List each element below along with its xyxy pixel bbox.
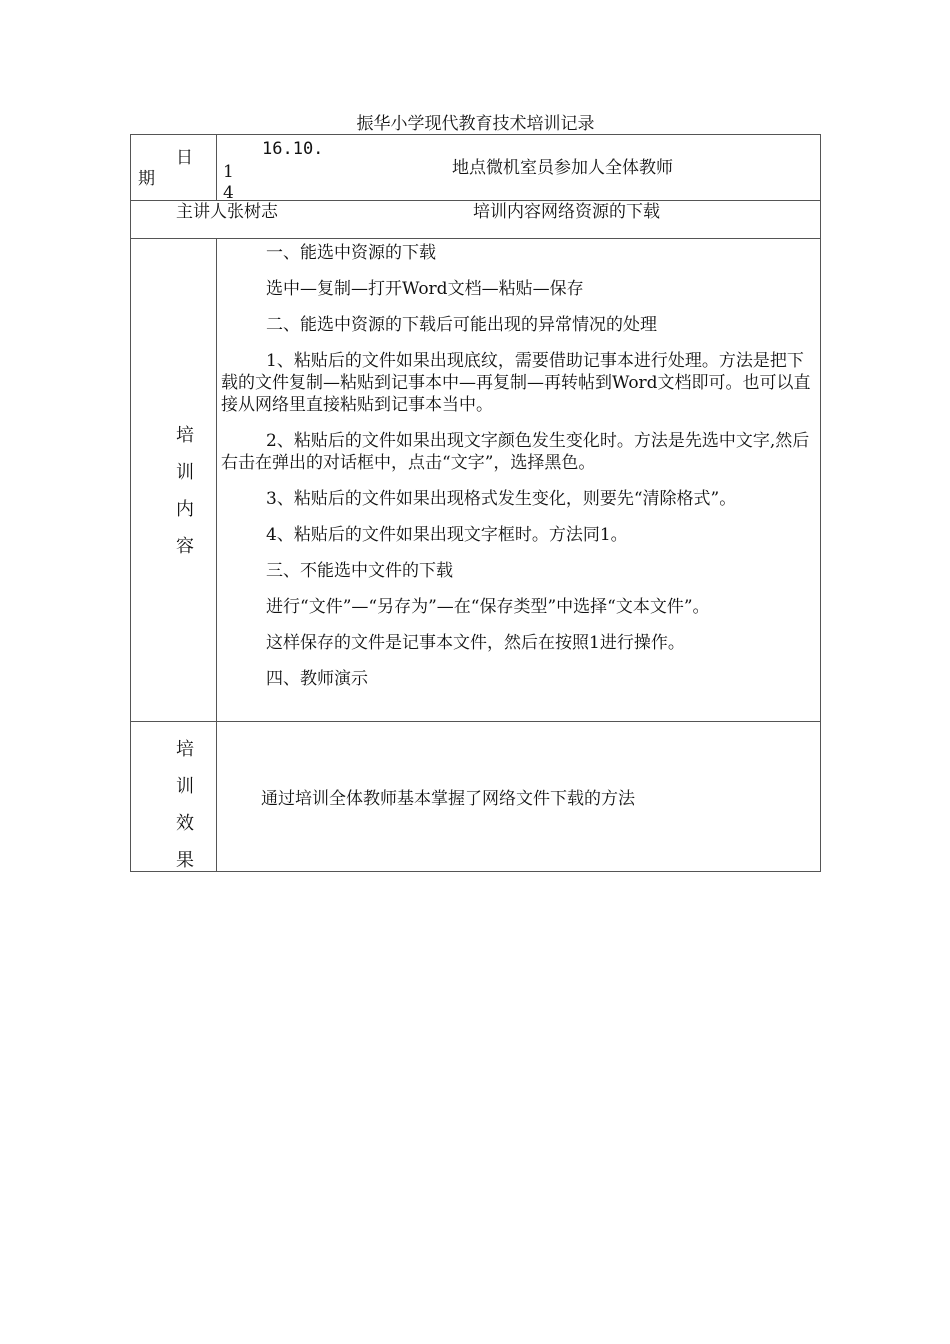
table-right-border (820, 134, 821, 871)
row-divider-3 (130, 721, 821, 722)
training-topic: 培训内容网络资源的下载 (473, 202, 660, 222)
document-title: 振华小学现代教育技术培训记录 (356, 114, 595, 134)
date-value-line3: 4 (223, 183, 234, 203)
column-divider-row1 (216, 134, 217, 200)
effect-label-char: 培 (176, 739, 194, 760)
date-value-line2: 1 (223, 162, 234, 182)
content-label (170, 417, 200, 565)
content-paragraph: 三、不能选中文件的下载 (266, 561, 453, 581)
content-label-char: 容 (176, 536, 194, 557)
content-paragraph: 选中—复制—打开Word文档—粘贴—保存 (266, 279, 584, 299)
date-label-top: 日 (176, 148, 193, 168)
location-participants: 地点微机室员参加人全体教师 (452, 158, 673, 178)
content-paragraph: 二、能选中资源的下载后可能出现的异常情况的处理 (266, 315, 657, 335)
content-paragraph: 这样保存的文件是记事本文件，然后在按照1进行操作。 (266, 633, 685, 653)
effect-label-char: 果 (176, 850, 194, 871)
content-paragraph: 1、粘贴后的文件如果出现底纹，需要借助记事本进行处理。方法是把下载的文件复制—粘贴到记事本中—再复制—再转帖到Word文档即可。也可以直接从网络里直接粘贴到记事本当中。 (221, 351, 811, 415)
effect-label (170, 731, 200, 879)
content-paragraph: 一、能选中资源的下载 (266, 243, 436, 263)
date-label-bottom: 期 (138, 169, 155, 189)
table-left-border (130, 134, 131, 871)
content-paragraph: 四、教师演示 (266, 669, 368, 689)
content-label-char: 训 (176, 462, 194, 483)
content-paragraph: 进行“文件”—“另存为”—在“保存类型”中选择“文本文件”。 (266, 597, 710, 617)
row-divider-2 (130, 238, 821, 239)
training-content (221, 242, 816, 704)
content-label-char: 培 (176, 425, 194, 446)
content-paragraph: 3、粘贴后的文件如果出现格式发生变化，则要先“清除格式”。 (266, 489, 737, 509)
content-label-char: 内 (176, 499, 194, 520)
content-paragraph: 4、粘贴后的文件如果出现文字框时。方法同1。 (266, 525, 628, 545)
training-effect: 通过培训全体教师基本掌握了网络文件下载的方法 (261, 789, 635, 809)
speaker: 主讲人张树志 (176, 202, 278, 222)
date-value-line1: 16.10. (262, 139, 324, 159)
effect-label-char: 训 (176, 776, 194, 797)
effect-label-char: 效 (176, 813, 194, 834)
table-top-border (130, 134, 821, 135)
table-bottom-border (130, 871, 821, 872)
content-paragraph: 2、粘贴后的文件如果出现文字颜色发生变化时。方法是先选中文字,然后右击在弹出的对话框中，点击“文字”，选择黑色。 (221, 431, 810, 473)
column-divider-lower (216, 238, 217, 871)
